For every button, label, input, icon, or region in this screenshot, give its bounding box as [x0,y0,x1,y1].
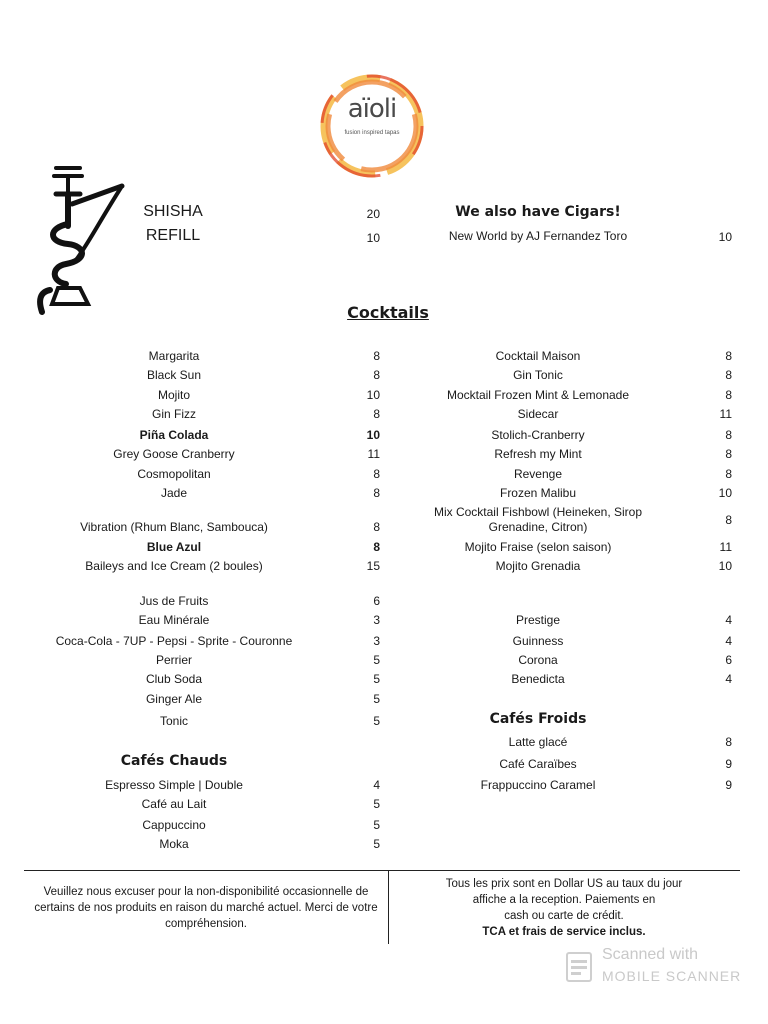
footer-pricing-line: affiche a la reception. Paiements en [472,894,656,906]
list-item: Gin Fizz [151,407,196,421]
list-item-price: 3 [373,613,380,627]
list-item: Cosmopolitan [137,467,211,481]
shisha-item-price: 20 [366,207,380,221]
list-item-price: 6 [373,594,380,608]
list-item: Frappuccino Caramel [480,778,596,792]
list-item: Ginger Ale [145,692,203,706]
list-item: Revenge [513,467,563,481]
watermark-line2: MOBILE SCANNER [602,968,742,984]
list-item: Café au Lait [141,797,207,811]
document-scan-icon [566,952,592,982]
list-item-price: 4 [725,613,732,627]
list-item: Mocktail Frozen Mint & Lemonade [446,388,630,402]
list-item: Mix Cocktail Fishbowl (Heineken, Sirop Grenadine, Citron) [433,505,643,534]
list-item: Frozen Malibu [499,486,577,500]
refill-item-label: REFILL [145,227,201,244]
list-item-price: 8 [373,486,380,500]
footer-pricing-line: Tous les prix sont en Dollar US au taux du jour [445,878,683,890]
brand-logo [318,72,426,180]
list-item-price: 5 [373,714,380,728]
list-item: Baileys and Ice Cream (2 boules) [85,559,263,573]
list-item-price: 8 [373,368,380,382]
logo-ring-icon [318,72,426,180]
list-item-price: 8 [373,467,380,481]
list-item-price: 8 [725,467,732,481]
hookah-icon [36,164,128,316]
list-item-price: 8 [725,513,732,527]
list-item: Coca-Cola - 7UP - Pepsi - Sprite - Couronne [55,634,293,648]
footer-divider [24,870,740,871]
list-item-price: 6 [725,653,732,667]
list-item: Club Soda [145,672,203,686]
scanner-watermark [566,944,746,990]
list-item: Corona [518,653,558,667]
list-item-price: 11 [719,407,732,421]
cigar-item-price: 10 [718,230,732,244]
list-item-price: 9 [725,778,732,792]
cafes-froids-heading: Cafés Froids [489,711,587,727]
footer-pricing-note [398,876,730,940]
list-item-price: 5 [373,692,380,706]
list-item-price: 10 [366,388,380,402]
cocktails-heading: Cocktails [347,303,429,322]
list-item: Latte glacé [508,735,568,749]
list-item: Eau Minérale [138,613,210,627]
list-item-price: 8 [725,428,732,442]
list-item: Jus de Fruits [139,594,209,608]
footer-disclaimer: Veuillez nous excuser pour la non-disponibilité occasionnelle de certains de nos produits en raison du marché actuel. Merci de votre compréhension. [34,886,378,930]
footer-pricing-line: cash ou carte de crédit. [504,910,624,922]
list-item-price: 11 [367,447,380,461]
list-item: Mojito Grenadia [495,559,581,573]
list-item-price: 8 [725,368,732,382]
list-item-price: 4 [725,672,732,686]
list-item-price: 5 [373,672,380,686]
list-item-price: 9 [725,757,732,771]
list-item: Vibration (Rhum Blanc, Sambouca) [80,520,268,534]
list-item-price: 4 [373,778,380,792]
list-item-price: 8 [725,735,732,749]
brand-tagline: fusion inspired tapas [344,130,400,136]
list-item: Grey Goose Cranberry [113,447,235,461]
shisha-item-label: SHISHA [143,203,203,220]
list-item-price: 5 [373,797,380,811]
list-item: Black Sun [146,368,202,382]
list-item: Café Caraïbes [499,757,577,771]
watermark-line1: Scanned with [602,946,699,963]
list-item-price: 8 [373,349,380,363]
list-item: Margarita [148,349,200,363]
cigar-item-label: New World by AJ Fernandez Toro [448,229,628,243]
list-item: Cocktail Maison [495,349,581,363]
list-item-price: 4 [725,634,732,648]
footer-column-divider [388,870,389,944]
list-item-price: 5 [373,818,380,832]
list-item-price: 8 [373,540,380,554]
list-item: Piña Colada [139,428,209,442]
list-item-price: 10 [718,486,732,500]
list-item-price: 10 [366,428,380,442]
list-item: Cappuccino [142,818,206,832]
list-item-price: 3 [373,634,380,648]
list-item-price: 8 [373,407,380,421]
list-item: Prestige [515,613,561,627]
list-item-price: 8 [725,349,732,363]
list-item: Refresh my Mint [494,447,582,461]
footer-tax-note: TCA et frais de service inclus. [482,926,646,938]
list-item: Sidecar [517,407,559,421]
brand-name: aïoli [347,94,397,124]
list-item: Mojito [157,388,190,402]
refill-item-price: 10 [366,231,380,245]
list-item: Mojito Fraise (selon saison) [464,540,612,554]
list-item: Blue Azul [146,540,202,554]
list-item: Benedicta [511,672,565,686]
cafes-chauds-heading: Cafés Chauds [120,753,228,769]
list-item: Espresso Simple | Double [105,778,243,792]
list-item: Tonic [159,714,188,728]
list-item: Stolich-Cranberry [491,428,585,442]
list-item: Moka [159,837,189,851]
list-item-price: 15 [366,559,380,573]
list-item-price: 8 [725,388,732,402]
list-item-price: 8 [725,447,732,461]
list-item: Jade [160,486,188,500]
list-item: Gin Tonic [513,368,563,382]
list-item-price: 8 [373,520,380,534]
list-item-price: 10 [718,559,732,573]
list-item: Perrier [155,653,192,667]
cigars-heading: We also have Cigars! [455,204,621,220]
list-item-price: 11 [719,540,732,554]
list-item-price: 5 [373,837,380,851]
list-item-price: 5 [373,653,380,667]
list-item: Guinness [512,634,564,648]
